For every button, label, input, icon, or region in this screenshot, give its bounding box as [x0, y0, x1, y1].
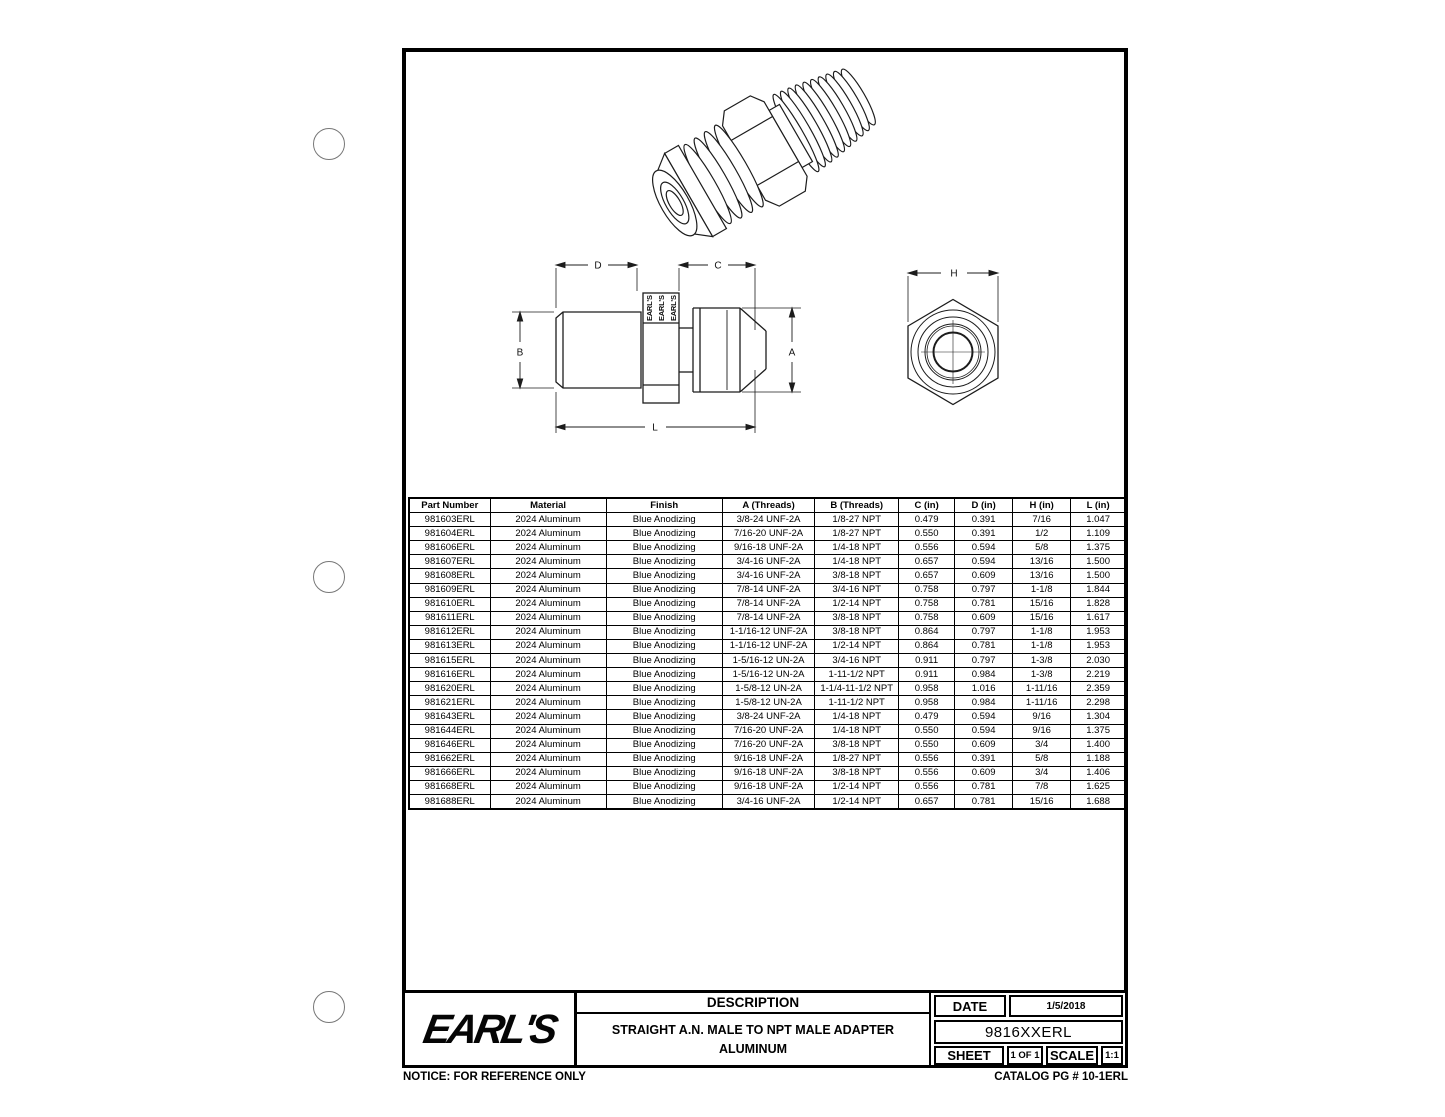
table-cell: Blue Anodizing [606, 696, 722, 710]
table-cell: 9/16-18 UNF-2A [722, 766, 814, 780]
table-cell: 1.500 [1071, 555, 1126, 569]
part-number: 9816XXERL [934, 1020, 1123, 1044]
dimension-lines [517, 262, 794, 429]
table-cell: 1.047 [1071, 513, 1126, 527]
table-cell: 0.550 [899, 527, 955, 541]
table-cell: 2024 Aluminum [490, 668, 606, 682]
column-header: C (in) [899, 498, 955, 513]
table-cell: 981620ERL [409, 682, 490, 696]
dimension-labels [517, 261, 796, 434]
table-cell: Blue Anodizing [606, 710, 722, 724]
table-cell: 0.594 [955, 541, 1013, 555]
table-cell: 7/8 [1013, 780, 1071, 794]
table-cell: 3/4-16 UNF-2A [722, 794, 814, 809]
table-cell: 2024 Aluminum [490, 555, 606, 569]
side-dimension-drawing [495, 240, 815, 450]
table-cell: 3/8-18 NPT [815, 625, 899, 639]
table-cell: 1-5/16-12 UN-2A [722, 668, 814, 682]
table-row [409, 569, 1126, 583]
table-cell: 1/4-18 NPT [815, 710, 899, 724]
table-cell: 0.864 [899, 639, 955, 653]
table-cell: 1.617 [1071, 611, 1126, 625]
table-cell: 3/4-16 UNF-2A [722, 555, 814, 569]
table-cell: 1/2-14 NPT [815, 780, 899, 794]
date-label: DATE [934, 995, 1006, 1017]
table-cell: 1-5/16-12 UN-2A [722, 654, 814, 668]
logo-cell [405, 993, 577, 1065]
table-cell: 2024 Aluminum [490, 682, 606, 696]
table-cell: 2024 Aluminum [490, 696, 606, 710]
table-cell: 3/4-16 NPT [815, 583, 899, 597]
table-cell: 981603ERL [409, 513, 490, 527]
table-cell: 981606ERL [409, 541, 490, 555]
hex-end-outline [908, 300, 998, 405]
table-cell: 1.406 [1071, 766, 1126, 780]
table-cell: 981615ERL [409, 654, 490, 668]
table-cell: 1-11/16 [1013, 682, 1071, 696]
column-header: Finish [606, 498, 722, 513]
hex-engraving-text: EARL'S [657, 295, 666, 321]
table-cell: 2024 Aluminum [490, 766, 606, 780]
table-cell: 9/16 [1013, 710, 1071, 724]
table-cell: 2.030 [1071, 654, 1126, 668]
punch-hole [313, 561, 345, 593]
parts-table [408, 497, 1127, 810]
table-cell: 0.609 [955, 611, 1013, 625]
table-cell: 2024 Aluminum [490, 527, 606, 541]
table-cell: 2024 Aluminum [490, 611, 606, 625]
table-row [409, 555, 1126, 569]
table-cell: 981616ERL [409, 668, 490, 682]
column-header: B (Threads) [815, 498, 899, 513]
end-view-drawing [870, 240, 1030, 415]
table-cell: 2024 Aluminum [490, 794, 606, 809]
table-cell: 5/8 [1013, 541, 1071, 555]
scale-label: SCALE [1046, 1046, 1098, 1065]
table-cell: 1/8-27 NPT [815, 527, 899, 541]
table-cell: 0.657 [899, 794, 955, 809]
table-cell: 3/4-16 NPT [815, 654, 899, 668]
table-cell: 0.609 [955, 766, 1013, 780]
table-cell: 1-3/8 [1013, 668, 1071, 682]
table-cell: 9/16-18 UNF-2A [722, 541, 814, 555]
table-cell: 0.550 [899, 738, 955, 752]
isometric-fitting-group [635, 46, 891, 258]
table-cell: 1/2 [1013, 527, 1071, 541]
table-row [409, 752, 1126, 766]
earls-logo: EARL'S [420, 1005, 560, 1052]
table-cell: 1.188 [1071, 752, 1126, 766]
table-cell: 1-5/8-12 UN-2A [722, 682, 814, 696]
table-cell: 1-3/8 [1013, 654, 1071, 668]
table-cell: 0.609 [955, 569, 1013, 583]
table-cell: 15/16 [1013, 611, 1071, 625]
table-cell: 0.911 [899, 668, 955, 682]
table-cell: 1/2-14 NPT [815, 794, 899, 809]
table-cell: Blue Anodizing [606, 654, 722, 668]
table-cell: 7/16 [1013, 513, 1071, 527]
table-cell: 0.958 [899, 682, 955, 696]
table-row [409, 541, 1126, 555]
table-cell: 2024 Aluminum [490, 724, 606, 738]
table-cell: Blue Anodizing [606, 541, 722, 555]
table-cell: 981688ERL [409, 794, 490, 809]
notice-text: NOTICE: FOR REFERENCE ONLY [403, 1071, 586, 1083]
table-cell: 2024 Aluminum [490, 513, 606, 527]
table-cell: 0.479 [899, 710, 955, 724]
table-row [409, 696, 1126, 710]
table-cell: 7/8-14 UNF-2A [722, 597, 814, 611]
table-cell: 1-1/16-12 UNF-2A [722, 639, 814, 653]
table-cell: 9/16-18 UNF-2A [722, 752, 814, 766]
description-line1: STRAIGHT A.N. MALE TO NPT MALE ADAPTER [611, 1023, 895, 1037]
table-cell: 3/8-18 NPT [815, 611, 899, 625]
table-cell: 1-1/4-11-1/2 NPT [815, 682, 899, 696]
table-cell: Blue Anodizing [606, 639, 722, 653]
dim-label-h: H [950, 268, 958, 280]
table-cell: 1.828 [1071, 597, 1126, 611]
isometric-fitting-drawing [630, 55, 900, 250]
table-cell: 1.953 [1071, 639, 1126, 653]
table-cell: 2024 Aluminum [490, 597, 606, 611]
table-cell: 3/4 [1013, 766, 1071, 780]
hex-engraving-band [645, 295, 678, 321]
table-header-row [409, 498, 1126, 513]
table-cell: 1/8-27 NPT [815, 752, 899, 766]
table-cell: Blue Anodizing [606, 724, 722, 738]
scale-value: 1:1 [1101, 1046, 1123, 1065]
table-cell: Blue Anodizing [606, 527, 722, 541]
table-cell: 2024 Aluminum [490, 780, 606, 794]
table-cell: 2.219 [1071, 668, 1126, 682]
table-cell: 981610ERL [409, 597, 490, 611]
table-cell: Blue Anodizing [606, 780, 722, 794]
table-cell: 981621ERL [409, 696, 490, 710]
table-cell: 981646ERL [409, 738, 490, 752]
title-block [402, 990, 1128, 1068]
table-cell: Blue Anodizing [606, 794, 722, 809]
table-cell: 1.016 [955, 682, 1013, 696]
table-row [409, 583, 1126, 597]
description-header-cell: DESCRIPTION [577, 993, 931, 1014]
table-row [409, 780, 1126, 794]
column-header: A (Threads) [722, 498, 814, 513]
table-cell: 9/16-18 UNF-2A [722, 780, 814, 794]
table-cell: 0.594 [955, 724, 1013, 738]
table-cell: 1/8-27 NPT [815, 513, 899, 527]
table-cell: 9/16 [1013, 724, 1071, 738]
dim-label-b: B [516, 347, 524, 359]
table-cell: 7/8-14 UNF-2A [722, 583, 814, 597]
table-row [409, 513, 1126, 527]
table-cell: 1-1/8 [1013, 625, 1071, 639]
table-cell: 0.391 [955, 752, 1013, 766]
table-row [409, 668, 1126, 682]
table-cell: 1-11-1/2 NPT [815, 668, 899, 682]
table-cell: 2024 Aluminum [490, 639, 606, 653]
table-cell: 0.864 [899, 625, 955, 639]
table-cell: 981607ERL [409, 555, 490, 569]
table-cell: Blue Anodizing [606, 611, 722, 625]
description-body-cell [577, 1014, 931, 1065]
table-cell: 5/8 [1013, 752, 1071, 766]
punch-hole [313, 128, 345, 160]
table-cell: 3/8-24 UNF-2A [722, 710, 814, 724]
table-cell: 0.984 [955, 696, 1013, 710]
table-cell: 3/8-18 NPT [815, 766, 899, 780]
table-row [409, 738, 1126, 752]
table-cell: 0.550 [899, 724, 955, 738]
table-cell: 2024 Aluminum [490, 738, 606, 752]
table-cell: Blue Anodizing [606, 597, 722, 611]
table-cell: 3/4 [1013, 738, 1071, 752]
table-cell: 0.657 [899, 569, 955, 583]
table-cell: 0.758 [899, 597, 955, 611]
column-header: L (in) [1071, 498, 1126, 513]
hex-engraving-text: EARL'S [669, 295, 678, 321]
table-cell: 0.911 [899, 654, 955, 668]
sheet-label: SHEET [934, 1046, 1004, 1065]
table-cell: 1/2-14 NPT [815, 639, 899, 653]
table-row [409, 794, 1126, 809]
table-cell: 0.594 [955, 710, 1013, 724]
table-cell: 0.556 [899, 780, 955, 794]
punch-hole [313, 991, 345, 1023]
table-cell: Blue Anodizing [606, 625, 722, 639]
table-cell: 0.758 [899, 611, 955, 625]
table-cell: 981604ERL [409, 527, 490, 541]
table-cell: 981612ERL [409, 625, 490, 639]
table-cell: 1.375 [1071, 541, 1126, 555]
table-cell: 13/16 [1013, 569, 1071, 583]
table-cell: 1-11-1/2 NPT [815, 696, 899, 710]
table-cell: 0.556 [899, 541, 955, 555]
date-value: 1/5/2018 [1009, 995, 1123, 1017]
table-cell: 13/16 [1013, 555, 1071, 569]
table-cell: 1.375 [1071, 724, 1126, 738]
table-cell: Blue Anodizing [606, 668, 722, 682]
table-cell: 7/8-14 UNF-2A [722, 611, 814, 625]
table-cell: 3/8-18 NPT [815, 569, 899, 583]
dim-label-c: C [714, 260, 722, 272]
table-cell: Blue Anodizing [606, 682, 722, 696]
table-row [409, 625, 1126, 639]
table-cell: 3/8-18 NPT [815, 738, 899, 752]
table-cell: 1/2-14 NPT [815, 597, 899, 611]
column-header: H (in) [1013, 498, 1071, 513]
table-cell: 0.781 [955, 780, 1013, 794]
table-cell: 0.609 [955, 738, 1013, 752]
table-cell: 0.758 [899, 583, 955, 597]
description-line2: ALUMINUM [718, 1042, 788, 1056]
column-header: Material [490, 498, 606, 513]
table-cell: 15/16 [1013, 597, 1071, 611]
table-cell: 1.400 [1071, 738, 1126, 752]
hex-engraving-text: EARL'S [645, 295, 654, 321]
table-cell: 0.984 [955, 668, 1013, 682]
table-cell: 1-11/16 [1013, 696, 1071, 710]
table-cell: 0.594 [955, 555, 1013, 569]
catalog-page-ref: CATALOG PG # 10-1ERL [994, 1071, 1128, 1083]
table-cell: 2024 Aluminum [490, 654, 606, 668]
table-cell: 0.391 [955, 513, 1013, 527]
table-cell: 0.391 [955, 527, 1013, 541]
table-cell: 2.298 [1071, 696, 1126, 710]
table-cell: 0.797 [955, 583, 1013, 597]
dim-label-a: A [788, 347, 796, 359]
table-cell: Blue Anodizing [606, 513, 722, 527]
sheet-value: 1 OF 1 [1007, 1046, 1043, 1065]
table-cell: 1.953 [1071, 625, 1126, 639]
dim-label-d: D [594, 260, 602, 272]
table-cell: 7/16-20 UNF-2A [722, 527, 814, 541]
table-row [409, 597, 1126, 611]
table-cell: 0.781 [955, 794, 1013, 809]
table-cell: 7/16-20 UNF-2A [722, 724, 814, 738]
table-cell: 981643ERL [409, 710, 490, 724]
table-cell: 981666ERL [409, 766, 490, 780]
table-cell: 3/8-24 UNF-2A [722, 513, 814, 527]
table-cell: 7/16-20 UNF-2A [722, 738, 814, 752]
table-cell: 0.797 [955, 654, 1013, 668]
table-cell: 2024 Aluminum [490, 752, 606, 766]
table-cell: 0.556 [899, 766, 955, 780]
table-cell: 981662ERL [409, 752, 490, 766]
table-cell: Blue Anodizing [606, 583, 722, 597]
table-cell: 2.359 [1071, 682, 1126, 696]
table-row [409, 724, 1126, 738]
table-cell: 0.797 [955, 625, 1013, 639]
table-cell: 1-1/8 [1013, 583, 1071, 597]
column-header: D (in) [955, 498, 1013, 513]
table-cell: 1.844 [1071, 583, 1126, 597]
table-cell: 3/4-16 UNF-2A [722, 569, 814, 583]
table-cell: 0.479 [899, 513, 955, 527]
table-cell: Blue Anodizing [606, 555, 722, 569]
table-cell: 981611ERL [409, 611, 490, 625]
table-cell: 2024 Aluminum [490, 583, 606, 597]
table-cell: 1/4-18 NPT [815, 724, 899, 738]
table-cell: 1/4-18 NPT [815, 541, 899, 555]
table-row [409, 710, 1126, 724]
table-cell: 1.688 [1071, 794, 1126, 809]
table-cell: 2024 Aluminum [490, 625, 606, 639]
table-cell: 981644ERL [409, 724, 490, 738]
table-row [409, 654, 1126, 668]
table-cell: 2024 Aluminum [490, 569, 606, 583]
table-cell: Blue Anodizing [606, 738, 722, 752]
table-row [409, 611, 1126, 625]
table-cell: 2024 Aluminum [490, 541, 606, 555]
table-cell: 15/16 [1013, 794, 1071, 809]
table-cell: 0.781 [955, 639, 1013, 653]
table-cell: 1.109 [1071, 527, 1126, 541]
table-cell: 1-1/8 [1013, 639, 1071, 653]
table-cell: 2024 Aluminum [490, 710, 606, 724]
column-header: Part Number [409, 498, 490, 513]
table-cell: Blue Anodizing [606, 752, 722, 766]
table-cell: 0.657 [899, 555, 955, 569]
table-cell: 1/4-18 NPT [815, 555, 899, 569]
table-cell: 1-5/8-12 UN-2A [722, 696, 814, 710]
table-cell: 1.304 [1071, 710, 1126, 724]
dim-label-l: L [652, 422, 658, 434]
table-row [409, 527, 1126, 541]
table-cell: 981608ERL [409, 569, 490, 583]
table-row [409, 766, 1126, 780]
table-row [409, 682, 1126, 696]
table-cell: 981613ERL [409, 639, 490, 653]
table-cell: 1.500 [1071, 569, 1126, 583]
table-cell: 981668ERL [409, 780, 490, 794]
table-cell: 0.781 [955, 597, 1013, 611]
table-cell: 1-1/16-12 UNF-2A [722, 625, 814, 639]
table-cell: Blue Anodizing [606, 766, 722, 780]
table-cell: 0.556 [899, 752, 955, 766]
table-cell: Blue Anodizing [606, 569, 722, 583]
table-cell: 1.625 [1071, 780, 1126, 794]
table-cell: 981609ERL [409, 583, 490, 597]
table-row [409, 639, 1126, 653]
table-cell: 0.958 [899, 696, 955, 710]
